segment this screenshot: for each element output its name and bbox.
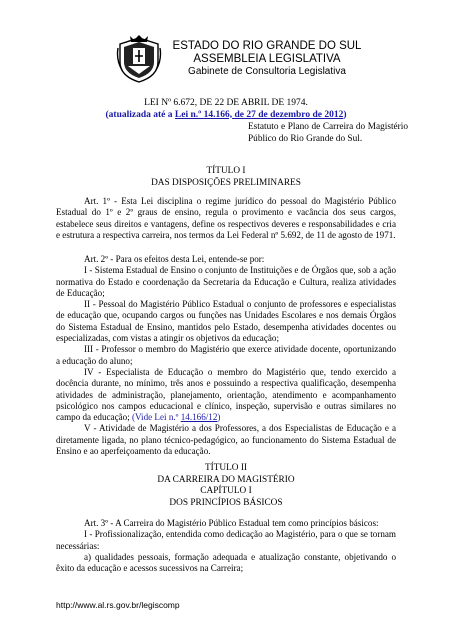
article-1	[56, 196, 396, 241]
update-prefix: (atualizada até a	[105, 109, 175, 120]
chapter-one-name: DOS PRINCÍPIOS BÁSICOS	[169, 497, 283, 508]
article-3	[56, 518, 396, 574]
law-heading	[60, 98, 392, 121]
title-one	[76, 166, 376, 189]
letterhead-text	[162, 40, 372, 78]
article-2-item-i: I - Sistema Estadual de Ensino o conjunto de Instituições e de Órgãos que, sob a ação normativa do Estado e coordenação da Secretaria da Educação e Cultura, realiza atividades de Educação;	[56, 265, 396, 298]
title-two-name: DA CARREIRA DO MAGISTÉRIO	[157, 474, 295, 485]
state-name: ESTADO DO RIO GRANDE DO SUL	[172, 40, 362, 52]
article-2-item-iv-ref	[132, 412, 220, 422]
article-2	[56, 254, 396, 457]
article-2-item-iv-text: IV - Especialista de Educação o membro do Magistério que, tendo exercido a docência durante, no mínimo, três anos e possuindo a respectiva qualificação, desempenha atividades de administração, planejamento, orientação, atendimento e acompanhamento psicológico nos campos educacional e clínico, inspeção, supervisão e outras similares no campo da educação;	[56, 366, 396, 423]
ref-prefix: (Vide Lei n.º	[132, 412, 181, 423]
letterhead	[116, 34, 376, 86]
article-3-head: Art. 3º - A Carreira do Magistério Público Estadual tem como princípios básicos:	[84, 518, 379, 528]
footer-url[interactable]: http://www.al.rs.gov.br/legiscomp	[56, 600, 180, 610]
ref-suffix: )	[217, 412, 221, 423]
article-2-item-v: V - Atividade de Magistério a dos Professores, a dos Especialistas de Educação e a diretamente ligada, no plano técnico-pedagógico, ao funcionamento do Sistema Estadual de Ensino e ao aperfeiçoamento da educação.	[56, 423, 396, 457]
law-update-note	[60, 110, 392, 122]
article-2-head: Art. 2º - Para os efeitos desta Lei, entende-se por:	[84, 254, 265, 264]
article-2-item-iv	[56, 367, 396, 423]
law-title: LEI Nº 6.672, DE 22 DE ABRIL DE 1974.	[144, 98, 308, 108]
assembly-name: ASSEMBLEIA LEGISLATIVA	[193, 53, 341, 65]
title-two-number: TÍTULO II	[204, 463, 248, 473]
ref-law-link[interactable]: 14.166/12	[180, 412, 218, 423]
article-3-item-a: a) qualidades pessoais, formação adequada e atualização constante, objetivando o êxito da educação e acessos sucessivos na Carreira;	[56, 551, 396, 574]
update-law-link[interactable]: Lei n.º 14.166, de 27 de dezembro de 2012	[174, 109, 344, 120]
office-name: Gabinete de Consultoria Legislativa	[188, 66, 346, 77]
article-1-text: Art. 1º - Esta Lei disciplina o regime jurídico do pessoal do Magistério Público Estadual do 1º e 2º graus de ensino, regula o provimento e vacância dos seus cargos, estabelece seus direitos e vantagens, define os respectivos deveres e responsabilidades e cria e estrutura a respectiva carreira, nos termos da Lei Federal nº 5.692, de 11 de agosto de 1971.	[56, 196, 396, 240]
article-2-item-ii: II - Pessoal do Magistério Público Estadual o conjunto de professores e especialistas de educação que, ocupando cargos ou funções nas Unidades Escolares e nos demais Órgãos do Sistema Estadual de Ensino, mantidos pelo Estado, desempenha atividades docentes ou especializadas, com vistas a atingir os objetivos da educação;	[56, 299, 396, 344]
title-one-number: TÍTULO I	[206, 166, 246, 176]
chapter-one-number: CAPÍTULO I	[200, 486, 252, 496]
article-3-item-i: I - Profissionalização, entendida como dedicação ao Magistério, para o que se tornam necessárias:	[56, 529, 396, 551]
title-two	[76, 463, 376, 509]
title-one-name: DAS DISPOSIÇÕES PRELIMINARES	[151, 177, 301, 188]
article-2-item-iii: III - Professor o membro do Magistério que exerce atividade docente, oportunizando a educação do aluno;	[56, 344, 396, 366]
coat-of-arms-icon	[116, 34, 162, 84]
update-suffix: )	[343, 109, 347, 120]
law-summary: Estatuto e Plano de Carreira do Magistério Público do Rio Grande do Sul.	[248, 122, 408, 144]
